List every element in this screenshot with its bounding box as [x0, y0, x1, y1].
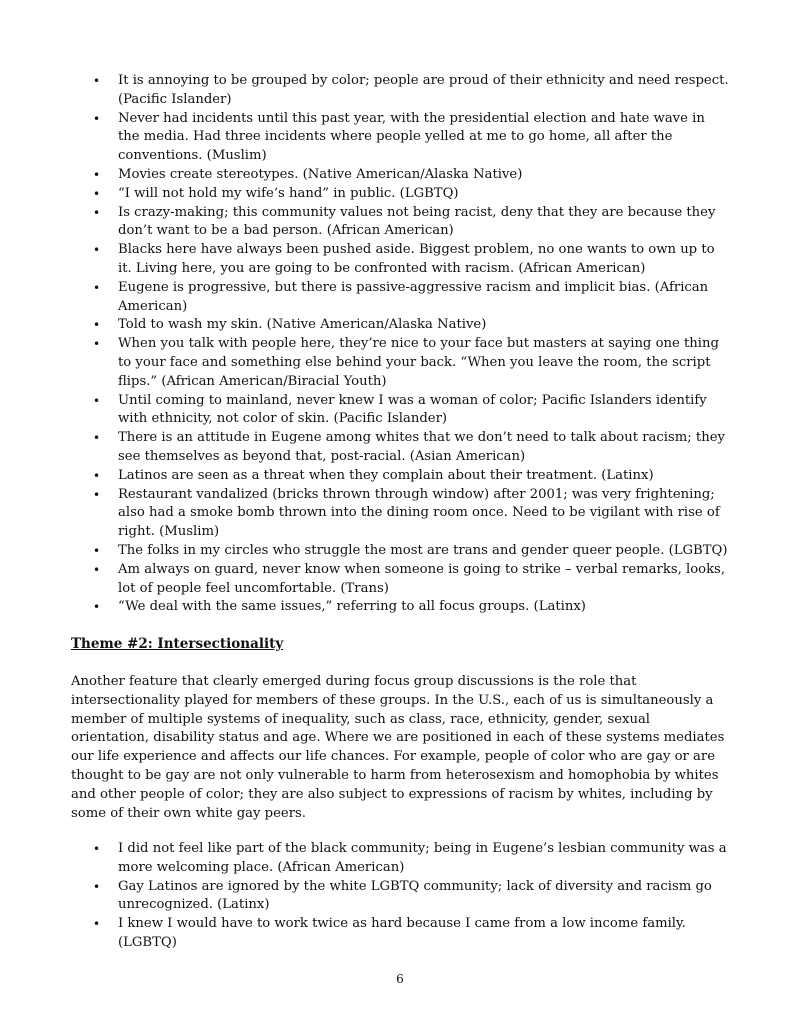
bullet: • [93, 879, 101, 894]
section-heading-theme-2: Theme #2: Intersectionality [71, 636, 284, 652]
list-item [93, 279, 730, 317]
list-item [93, 561, 730, 599]
bullet: • [93, 167, 101, 182]
list-item [93, 878, 730, 916]
list-item-text: “I will not hold my wife’s hand” in public. (LGBTQ) [118, 185, 459, 201]
list-item [93, 840, 730, 878]
bullet: • [93, 74, 101, 88]
page-number: 6 [396, 972, 404, 986]
bullet: • [93, 337, 101, 352]
list-item-text: Never had incidents until this past year, with the presidential election and hate wave in the media. Had three incidents where people yelled at me to go home, all after the conventions. (Muslim) [118, 110, 705, 164]
bullet: • [93, 111, 101, 126]
list-item-text: Movies create stereotypes. (Native American/Alaska Native) [118, 166, 523, 182]
bullet: • [93, 600, 101, 615]
list-item-text: Blacks here have always been pushed aside. Biggest problem, no one wants to own up to it. Living here, you are going to be confronted with racism. (African American) [118, 242, 715, 276]
list-item [93, 110, 730, 166]
list-item-text: It is annoying to be grouped by color; people are proud of their ethnicity and need respect. (Pacific Islander) [118, 73, 729, 107]
list-item [93, 72, 730, 110]
list-item-text: When you talk with people here, they’re nice to your face but masters at saying one thing to your face and something else behind your back. “When you leave the room, the script flips.” (African American/Biracial Youth) [118, 336, 719, 389]
list-item [93, 467, 730, 486]
quotes-list-racism [93, 72, 730, 617]
list-item [93, 241, 730, 279]
list-item-text: There is an attitude in Eugene among whites that we don’t need to talk about racism; they see themselves as beyond that, post-racial. (Asian American) [118, 430, 725, 464]
list-item [93, 392, 730, 430]
list-item-text: I knew I would have to work twice as hard because I came from a low income family. (LGBTQ) [118, 916, 686, 950]
bullet: • [93, 318, 101, 333]
list-item [93, 542, 730, 561]
list-item-text: Gay Latinos are ignored by the white LGBTQ community; lack of diversity and racism go unrecognized. (Latinx) [118, 878, 712, 913]
list-item-text: “We deal with the same issues,” referring to all focus groups. (Latinx) [118, 599, 586, 615]
bullet: • [93, 280, 101, 295]
list-item-text: Is crazy-making; this community values not being racist, deny that they are because they don’t want to be a bad person. (African American) [118, 204, 716, 239]
quotes-list-intersectionality [93, 840, 730, 953]
list-item [93, 598, 730, 617]
list-item-text: The folks in my circles who struggle the most are trans and gender queer people. (LGBTQ) [118, 542, 728, 558]
list-item-text: Eugene is progressive, but there is passive-aggressive racism and implicit bias. (African American) [118, 279, 709, 314]
list-item-text: Am always on guard, never know when someone is going to strike – verbal remarks, looks, lot of people feel uncomfortable. (Trans) [118, 561, 726, 596]
list-item-text: Restaurant vandalized (bricks thrown through window) after 2001; was very frightening; also had a smoke bomb thrown into the dining room once. Need to be vigilant with rise of right. (Muslim) [118, 486, 720, 540]
bullet: • [93, 186, 101, 201]
bullet: • [93, 543, 101, 558]
bullet: • [93, 205, 101, 220]
bullet: • [93, 468, 101, 483]
bullet: • [93, 917, 101, 932]
list-item-text: Told to wash my skin. (Native American/Alaska Native) [118, 317, 487, 333]
bullet: • [93, 431, 101, 446]
list-item-text: Latinos are seen as a threat when they complain about their treatment. (Latinx) [118, 467, 654, 483]
list-item [93, 316, 730, 335]
list-item [93, 185, 730, 204]
list-item [93, 486, 730, 542]
list-item-text: Until coming to mainland, never knew I was a woman of color; Pacific Islanders identify with ethnicity, not color of skin. (Pacific Islander) [118, 392, 707, 427]
list-item [93, 429, 730, 467]
list-item-text: I did not feel like part of the black community; being in Eugene’s lesbian community was a more welcoming place. (African American) [118, 841, 727, 875]
list-item [93, 204, 730, 242]
bullet: • [93, 487, 101, 502]
bullet: • [93, 562, 101, 577]
list-item [93, 335, 730, 391]
bullet: • [93, 842, 101, 856]
intersectionality-paragraph: Another feature that clearly emerged during focus group discussions is the role that intersectionality played for members of these groups. In the U.S., each of us is simultaneously a member of multiple systems of inequality, such as class, race, ethnicity, gender, sexual orientation, disability status and age. Where we are positioned in each of these systems mediates our life experience and affects our life chances. For example, people of color who are gay or are thought to be gay are not only vulnerable to harm from heterosexism and homophobia by whites and other people of color; they are also subject to expressions of racism by whites, including by some of their own white gay peers. [71, 674, 725, 821]
bullet: • [93, 393, 101, 408]
bullet: • [93, 243, 101, 258]
list-item [93, 915, 730, 953]
list-item [93, 166, 730, 185]
